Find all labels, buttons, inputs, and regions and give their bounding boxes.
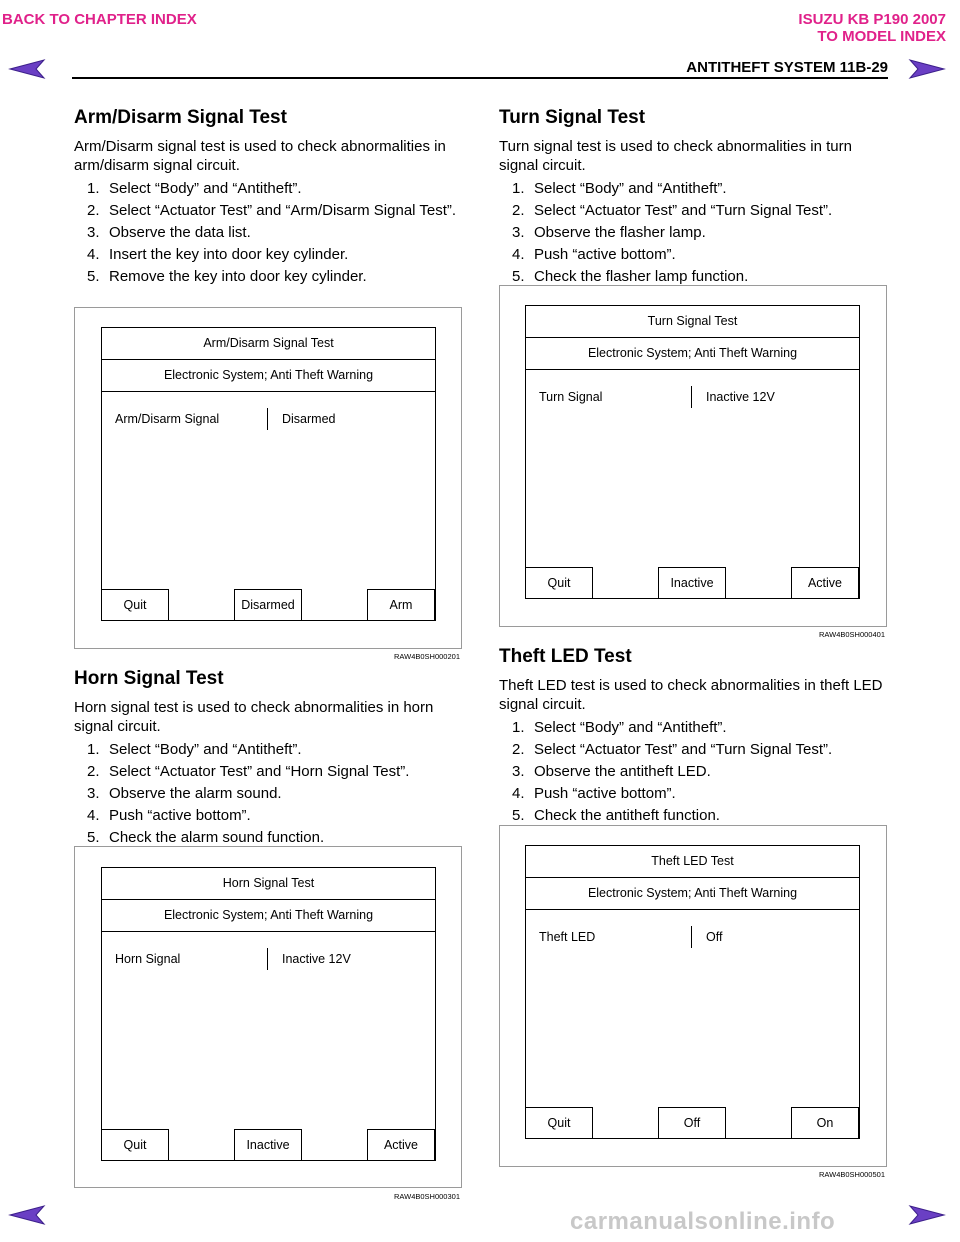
section-intro: Theft LED test is used to check abnormalities in theft LED signal circuit. — [499, 677, 883, 713]
column-separator — [691, 386, 692, 408]
step-item: 5. Check the antitheft function. — [512, 807, 720, 824]
step-item: 2. Select “Actuator Test” and “Turn Signal Test”. — [512, 741, 833, 758]
data-label: Horn Signal — [115, 952, 181, 966]
model-index-link[interactable] — [798, 11, 946, 45]
header-divider — [72, 77, 888, 79]
step-list — [74, 179, 462, 286]
arm-disarm-section — [74, 107, 462, 289]
theft-led-section — [499, 646, 887, 828]
data-label: Theft LED — [539, 930, 596, 944]
next-page-bottom-arrow-icon[interactable] — [908, 1204, 946, 1226]
step-item: 2. Select “Actuator Test” and “Turn Signal Test”. — [512, 202, 833, 219]
horn-signal-section — [74, 668, 462, 850]
scan-tool-screen — [525, 845, 860, 1139]
turn-signal-section — [499, 107, 887, 289]
quit-button[interactable]: Quit — [525, 567, 593, 599]
data-value: Disarmed — [282, 412, 336, 426]
step-item: 4. Insert the key into door key cylinder. — [87, 246, 349, 263]
scan-tool-screen — [101, 867, 436, 1161]
data-label: Turn Signal — [539, 390, 603, 404]
next-page-arrow-icon[interactable] — [908, 58, 946, 80]
section-heading: Turn Signal Test — [499, 107, 646, 128]
step-item: 4. Push “active bottom”. — [512, 785, 676, 802]
arm-disarm-figure — [74, 307, 462, 649]
section-intro: Horn signal test is used to check abnormalities in horn signal circuit. — [74, 699, 434, 735]
step-list — [499, 179, 887, 286]
active-button[interactable]: Active — [367, 1129, 435, 1161]
quit-button[interactable]: Quit — [101, 1129, 169, 1161]
scan-tool-screen — [525, 305, 860, 599]
turn-signal-figure — [499, 285, 887, 627]
quit-button[interactable]: Quit — [101, 589, 169, 621]
step-item: 5. Check the alarm sound function. — [87, 829, 325, 846]
step-item: 4. Push “active bottom”. — [512, 246, 676, 263]
screen-title: Horn Signal Test — [102, 868, 435, 900]
data-value: Inactive 12V — [706, 390, 775, 404]
step-list — [74, 740, 462, 847]
step-item: 1. Select “Body” and “Antitheft”. — [512, 180, 727, 197]
scan-tool-screen — [101, 327, 436, 621]
screen-title: Arm/Disarm Signal Test — [102, 328, 435, 360]
screen-subtitle: Electronic System; Anti Theft Warning — [526, 878, 859, 910]
screen-title: Theft LED Test — [526, 846, 859, 878]
column-separator — [267, 408, 268, 430]
step-item: 2. Select “Actuator Test” and “Horn Signal Test”. — [87, 763, 410, 780]
step-list — [499, 718, 887, 825]
previous-page-arrow-icon[interactable] — [8, 58, 46, 80]
on-button[interactable]: On — [791, 1107, 859, 1139]
model-line-2[interactable]: TO MODEL INDEX — [817, 28, 946, 45]
column-separator — [267, 948, 268, 970]
figure-caption: RAW4B0SH000301 — [393, 1192, 460, 1201]
screen-subtitle: Electronic System; Anti Theft Warning — [102, 900, 435, 932]
data-value: Inactive 12V — [282, 952, 351, 966]
back-to-chapter-index-link[interactable]: BACK TO CHAPTER INDEX — [2, 11, 197, 28]
previous-page-bottom-arrow-icon[interactable] — [8, 1204, 46, 1226]
off-button[interactable]: Off — [658, 1107, 726, 1139]
step-item: 5. Remove the key into door key cylinder. — [87, 268, 367, 285]
section-heading: Theft LED Test — [499, 646, 632, 667]
data-label: Arm/Disarm Signal — [115, 412, 220, 426]
disarmed-button[interactable]: Disarmed — [234, 589, 302, 621]
step-item: 3. Observe the flasher lamp. — [512, 224, 706, 241]
step-item: 3. Observe the data list. — [87, 224, 251, 241]
arm-button[interactable]: Arm — [367, 589, 435, 621]
step-item: 1. Select “Body” and “Antitheft”. — [87, 741, 302, 758]
data-value: Off — [706, 930, 723, 944]
step-item: 4. Push “active bottom”. — [87, 807, 251, 824]
watermark-text: carmanualsonline.info — [570, 1208, 836, 1235]
section-heading: Arm/Disarm Signal Test — [74, 107, 287, 128]
step-item: 5. Check the flasher lamp function. — [512, 268, 749, 285]
step-item: 3. Observe the alarm sound. — [87, 785, 282, 802]
figure-caption: RAW4B0SH000401 — [818, 630, 885, 639]
inactive-button[interactable]: Inactive — [234, 1129, 302, 1161]
step-item: 2. Select “Actuator Test” and “Arm/Disarm Signal Test”. — [87, 202, 457, 219]
theft-led-figure — [499, 825, 887, 1167]
active-button[interactable]: Active — [791, 567, 859, 599]
screen-title: Turn Signal Test — [526, 306, 859, 338]
section-heading: Horn Signal Test — [74, 668, 224, 689]
quit-button[interactable]: Quit — [525, 1107, 593, 1139]
inactive-button[interactable]: Inactive — [658, 567, 726, 599]
figure-caption: RAW4B0SH000201 — [393, 652, 460, 661]
screen-subtitle: Electronic System; Anti Theft Warning — [102, 360, 435, 392]
step-item: 3. Observe the antitheft LED. — [512, 763, 711, 780]
model-line-1[interactable]: ISUZU KB P190 2007 — [798, 11, 946, 28]
section-intro: Turn signal test is used to check abnormalities in turn signal circuit. — [499, 138, 852, 174]
column-separator — [691, 926, 692, 948]
screen-subtitle: Electronic System; Anti Theft Warning — [526, 338, 859, 370]
horn-signal-figure — [74, 846, 462, 1188]
section-intro: Arm/Disarm signal test is used to check abnormalities in arm/disarm signal circuit. — [74, 138, 446, 174]
step-item: 1. Select “Body” and “Antitheft”. — [512, 719, 727, 736]
figure-caption: RAW4B0SH000501 — [818, 1170, 885, 1179]
step-item: 1. Select “Body” and “Antitheft”. — [87, 180, 302, 197]
page-header-title: ANTITHEFT SYSTEM 11B-29 — [686, 59, 888, 76]
